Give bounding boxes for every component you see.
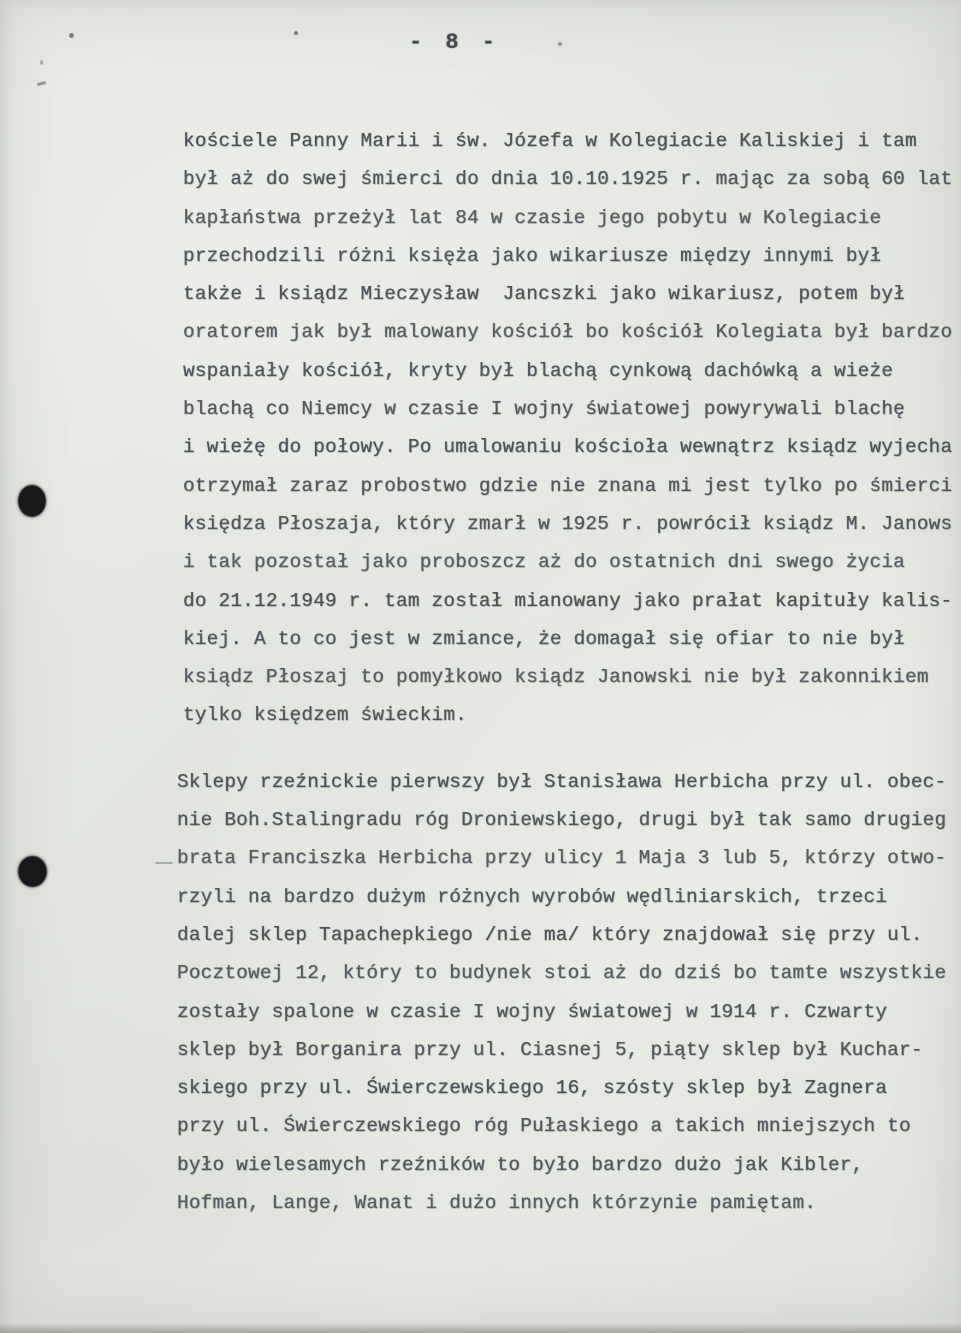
ink-speck <box>40 60 43 65</box>
paragraph-butcher-shops <box>177 763 961 1223</box>
typewritten-line: wspaniały kościół, kryty był blachą cynkową dachówką a wieże <box>183 359 894 382</box>
typewritten-line: przechodzili różni księża jako wikariusze między innymi był <box>183 244 882 267</box>
ink-speck <box>294 31 298 35</box>
typewritten-line: skiego przy ul. Świerczewskiego 16, szósty sklep był Zagnera <box>177 1077 888 1100</box>
typewritten-line: księdza Płoszaja, który zmarł w 1925 r. powrócił ksiądz M. Janows <box>183 512 953 535</box>
typewritten-line: brata Franciszka Herbicha przy ulicy 1 Maja 3 lub 5, którzy otwo- <box>177 847 947 870</box>
pencil-dash-mark <box>155 862 173 864</box>
typewritten-line: tylko księdzem świeckim. <box>183 704 468 727</box>
typewritten-line: nie Boh.Stalingradu róg Droniewskiego, drugi był tak samo drugieg <box>177 809 947 832</box>
typewritten-line: rzyli na bardzo dużym różnych wyrobów wędliniarskich, trzeci <box>177 885 888 908</box>
typewritten-line: kapłaństwa przeżył lat 84 w czasie jego pobytu w Kolegiacie <box>183 206 882 229</box>
typewritten-line: i wieżę do połowy. Po umalowaniu kościoła wewnątrz ksiądz wyjecha <box>183 436 953 459</box>
typewritten-text-block <box>177 122 961 1222</box>
typewritten-line: zostały spalone w czasie I wojny światowej w 1914 r. Czwarty <box>177 1000 888 1023</box>
ink-speck <box>69 33 74 38</box>
typewritten-line: sklep był Borganira przy ul. Ciasnej 5, piąty sklep był Kuchar- <box>177 1038 923 1061</box>
paragraph-church-history <box>183 122 961 735</box>
typewritten-line: blachą co Niemcy w czasie I wojny światowej powyrywali blachę <box>183 398 906 421</box>
typewritten-line: i tak pozostał jako proboszcz aż do ostatnich dni swego życia <box>183 551 906 574</box>
ink-speck <box>558 42 562 46</box>
ink-speck <box>37 81 46 86</box>
typewritten-line: Hofman, Lange, Wanat i dużo innych którzynie pamiętam. <box>177 1192 817 1215</box>
hole-punch-top <box>18 485 46 517</box>
typewritten-line: ksiądz Płoszaj to pomyłkowo ksiądz Janowski nie był zakonnikiem <box>183 666 929 689</box>
typewritten-line: otrzymał zaraz probostwo gdzie nie znana mi jest tylko po śmierci <box>183 474 953 497</box>
typewritten-line: Pocztowej 12, który to budynek stoi aż do dziś bo tamte wszystkie <box>177 962 947 985</box>
typewritten-line: także i ksiądz Mieczysław Jancszki jako wikariusz, potem był <box>183 283 906 306</box>
typewritten-line: było wielesamych rzeźników to było bardzo dużo jak Kibler, <box>177 1153 864 1176</box>
typewritten-line: przy ul. Świerczewskiego róg Pułaskiego a takich mniejszych to <box>177 1115 911 1138</box>
typewritten-line: dalej sklep Tapachepkiego /nie ma/ który znajdował się przy ul. <box>177 923 923 946</box>
typewritten-line: oratorem jak był malowany kościół bo kościół Kolegiata był bardzo <box>183 321 953 344</box>
hole-punch-bottom <box>18 856 47 887</box>
typewritten-line: kościele Panny Marii i św. Józefa w Kolegiacie Kaliskiej i tam <box>183 130 917 152</box>
typewritten-line: do 21.12.1949 r. tam został mianowany jako prałat kapituły kalis- <box>183 589 953 612</box>
typewritten-line: był aż do swej śmierci do dnia 10.10.1925 r. mając za sobą 60 lat <box>183 168 953 191</box>
typewritten-line: Sklepy rzeźnickie pierwszy był Stanisława Herbicha przy ul. obec- <box>177 770 947 793</box>
typewritten-line: kiej. A to co jest w zmiance, że domagał się ofiar to nie był <box>183 627 906 650</box>
page-number: - 8 - <box>408 30 500 55</box>
